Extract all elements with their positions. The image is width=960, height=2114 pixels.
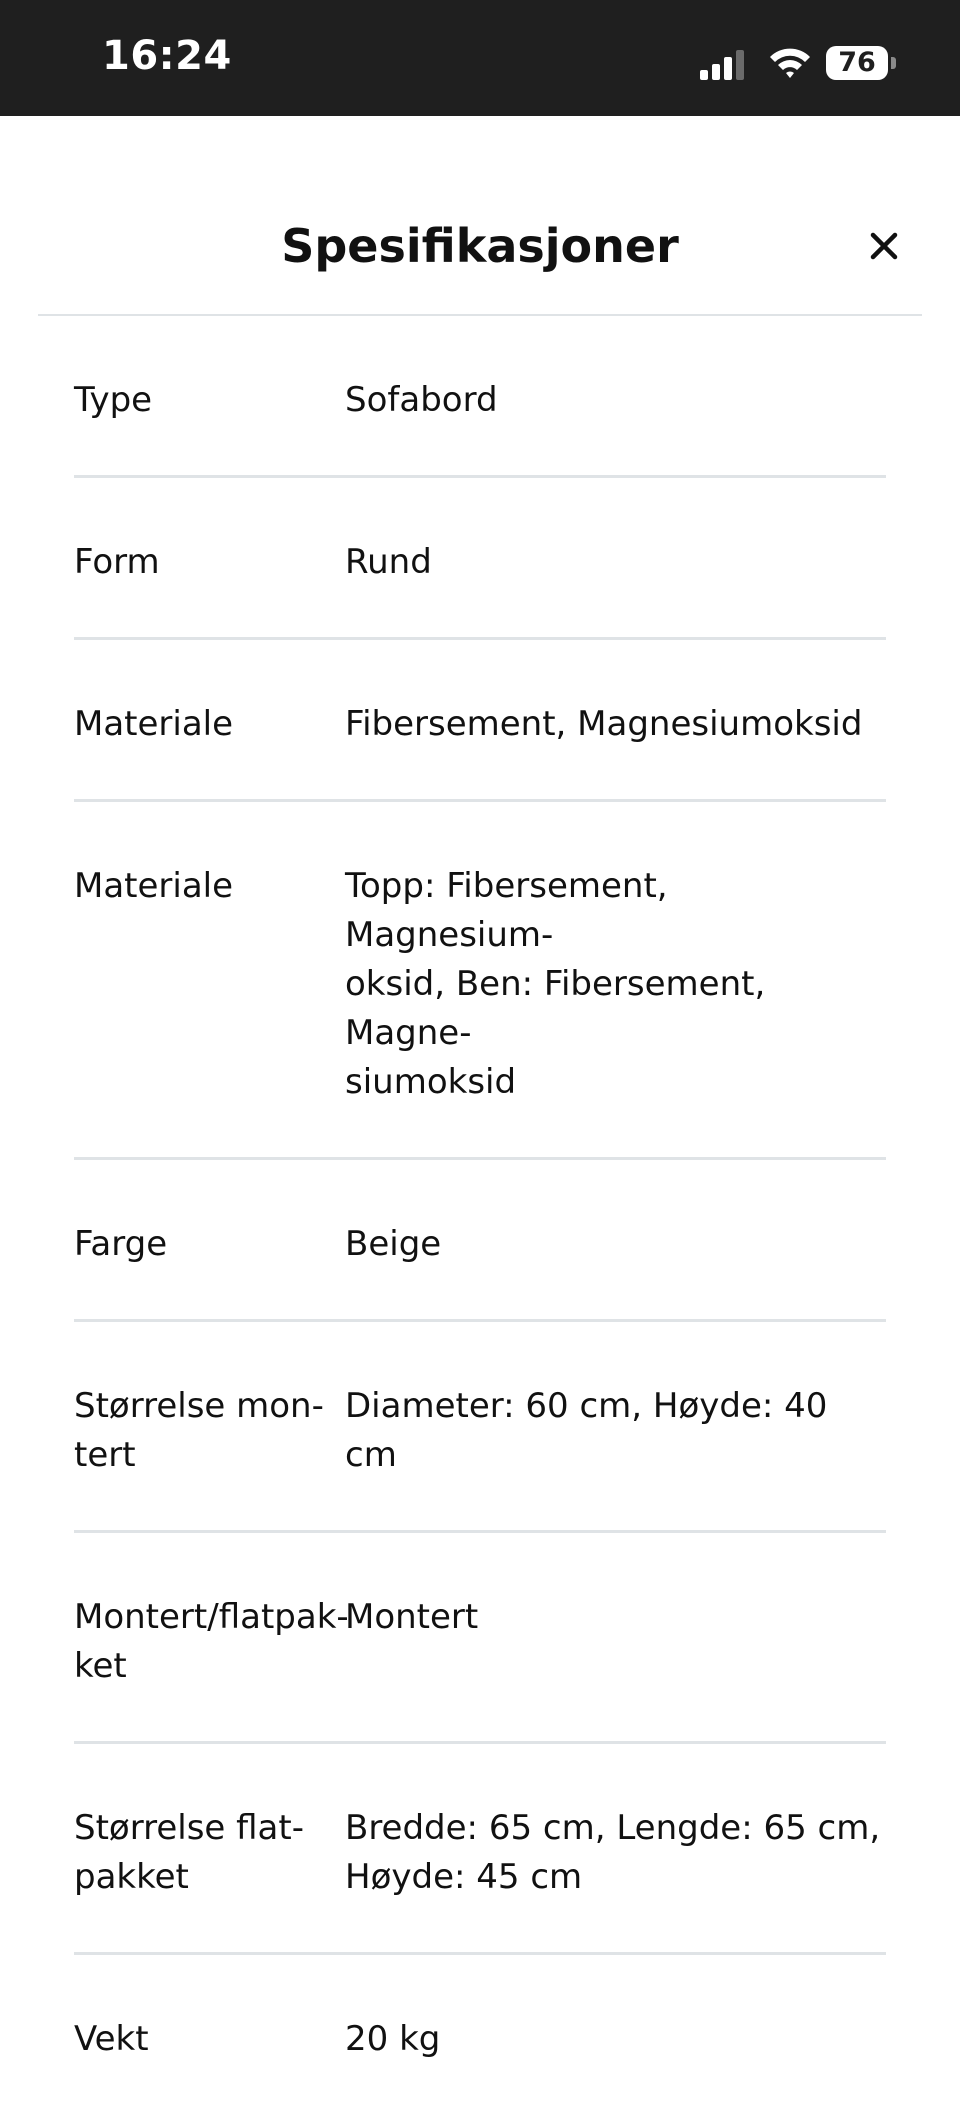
spec-value: Diameter: 60 cm, Høyde: 40 cm [345,1386,828,1475]
battery-icon [826,46,898,80]
spec-label: Størrelse mon- tert [74,1386,324,1475]
close-icon [870,232,898,260]
spec-value: Beige [345,1224,442,1264]
spec-list [74,316,886,2114]
spec-value: Fibersement, Magnesiumoksid [345,704,863,744]
spec-row [74,1322,886,1533]
spec-label: Farge [74,1224,168,1264]
signal-icon [700,48,748,80]
spec-row [74,1744,886,1955]
status-bar [0,0,960,116]
spec-label: Form [74,542,160,582]
spec-label: Størrelse flat- pakket [74,1808,304,1897]
status-time: 16:24 [102,33,232,79]
spec-value: Sofabord [345,380,498,420]
spec-row [74,802,886,1160]
spec-value: Montert [345,1597,479,1637]
close-button[interactable] [854,216,914,276]
page-title: Spesifikasjoner [281,219,679,273]
spec-row [74,1160,886,1322]
battery-cap [891,57,896,69]
spec-label: Montert/flatpak- ket [74,1597,349,1686]
spec-row [74,640,886,802]
spec-value: 20 kg [345,2019,441,2059]
spec-row [74,1955,886,2114]
spec-label: Materiale [74,704,234,744]
spec-value: Bredde: 65 cm, Lengde: 65 cm, Høyde: 45 cm [345,1808,881,1897]
spec-label: Vekt [74,2019,149,2059]
spec-row [74,316,886,478]
spec-value: Rund [345,542,432,582]
spec-label: Type [74,380,153,420]
sheet-header [38,116,922,316]
spec-row [74,1533,886,1744]
spec-label: Materiale [74,866,234,906]
battery-level: 76 [838,47,876,78]
wifi-icon [768,46,812,80]
spec-row [74,478,886,640]
spec-value: Topp: Fibersement, Magnesium- oksid, Ben: Fibersement, Magne- siumoksid [345,866,766,1102]
